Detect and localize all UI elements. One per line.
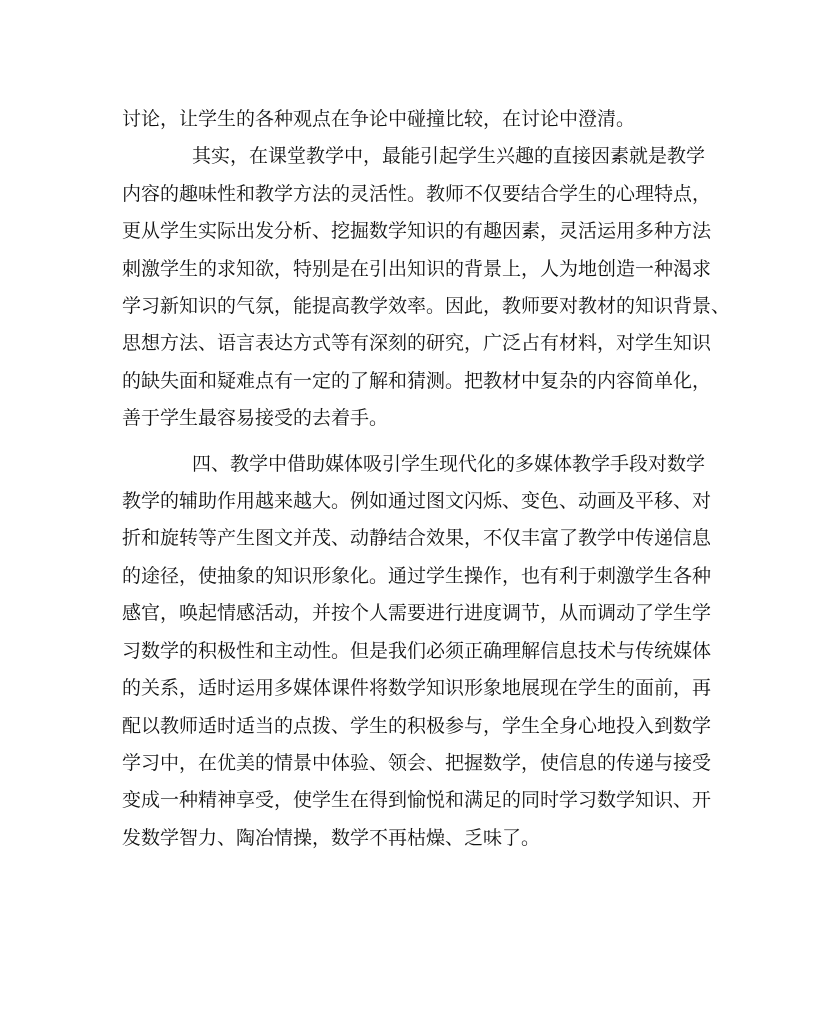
- paragraph-spacer: [122, 438, 694, 446]
- text-line: 刺激学生的求知欲，特别是在引出知识的背景上，人为地创造一种渴求: [122, 257, 712, 280]
- text-line: 思想方法、语言表达方式等有深刻的研究，广泛占有材料，对学生知识: [122, 332, 712, 355]
- text-line: 教学的辅助作用越来越大。例如通过图文闪烁、变色、动画及平移、对: [122, 490, 712, 513]
- paragraph: [122, 138, 731, 437]
- text-line: 配以教师适时适当的点拨、学生的积极参与，学生全身心地投入到数学: [122, 714, 712, 737]
- text-line: 发数学智力、陶冶情操，数学不再枯燥、乏味了。: [122, 826, 541, 849]
- text-line: 的途径，使抽象的知识形象化。通过学生操作，也有利于刺激学生各种: [122, 564, 712, 587]
- text-line: 学习中，在优美的情景中体验、领会、把握数学，使信息的传递与接受: [122, 751, 712, 774]
- text-line: 更从学生实际出发分析、挖掘数学知识的有趣因素，灵活运用多种方法: [122, 220, 712, 243]
- text-line: 变成一种精神享受，使学生在得到愉悦和满足的同时学习数学知识、开: [122, 789, 712, 812]
- text-line: 善于学生最容易接受的去着手。: [122, 407, 389, 430]
- paragraph: [122, 101, 694, 138]
- text-line: 四、教学中借助媒体吸引学生现代化的多媒体教学手段对数学: [192, 452, 706, 475]
- paragraph: [122, 446, 712, 857]
- text-line: 学习新知识的气氛，能提高教学效率。因此，教师要对教材的知识背景、: [122, 295, 731, 318]
- text-line: 习数学的积极性和主动性。但是我们必须正确理解信息技术与传统媒体: [122, 639, 712, 662]
- text-line: 的关系，适时运用多媒体课件将数学知识形象地展现在学生的面前，再: [122, 677, 712, 700]
- text-line: 的缺失面和疑难点有一定的了解和猜测。把教材中复杂的内容简单化，: [122, 369, 712, 392]
- text-line: 其实，在课堂教学中，最能引起学生兴趣的直接因素就是教学: [192, 145, 706, 168]
- text-line: 讨论，让学生的各种观点在争论中碰撞比较，在讨论中澄清。: [122, 108, 636, 130]
- body-text: [122, 101, 731, 857]
- text-line: 感官，唤起情感活动，并按个人需要进行进度调节，从而调动了学生学: [122, 602, 712, 625]
- text-line: 内容的趣味性和教学方法的灵活性。教师不仅要结合学生的心理特点，: [122, 182, 712, 205]
- text-line: 折和旋转等产生图文并茂、动静结合效果，不仅丰富了教学中传递信息: [122, 527, 712, 550]
